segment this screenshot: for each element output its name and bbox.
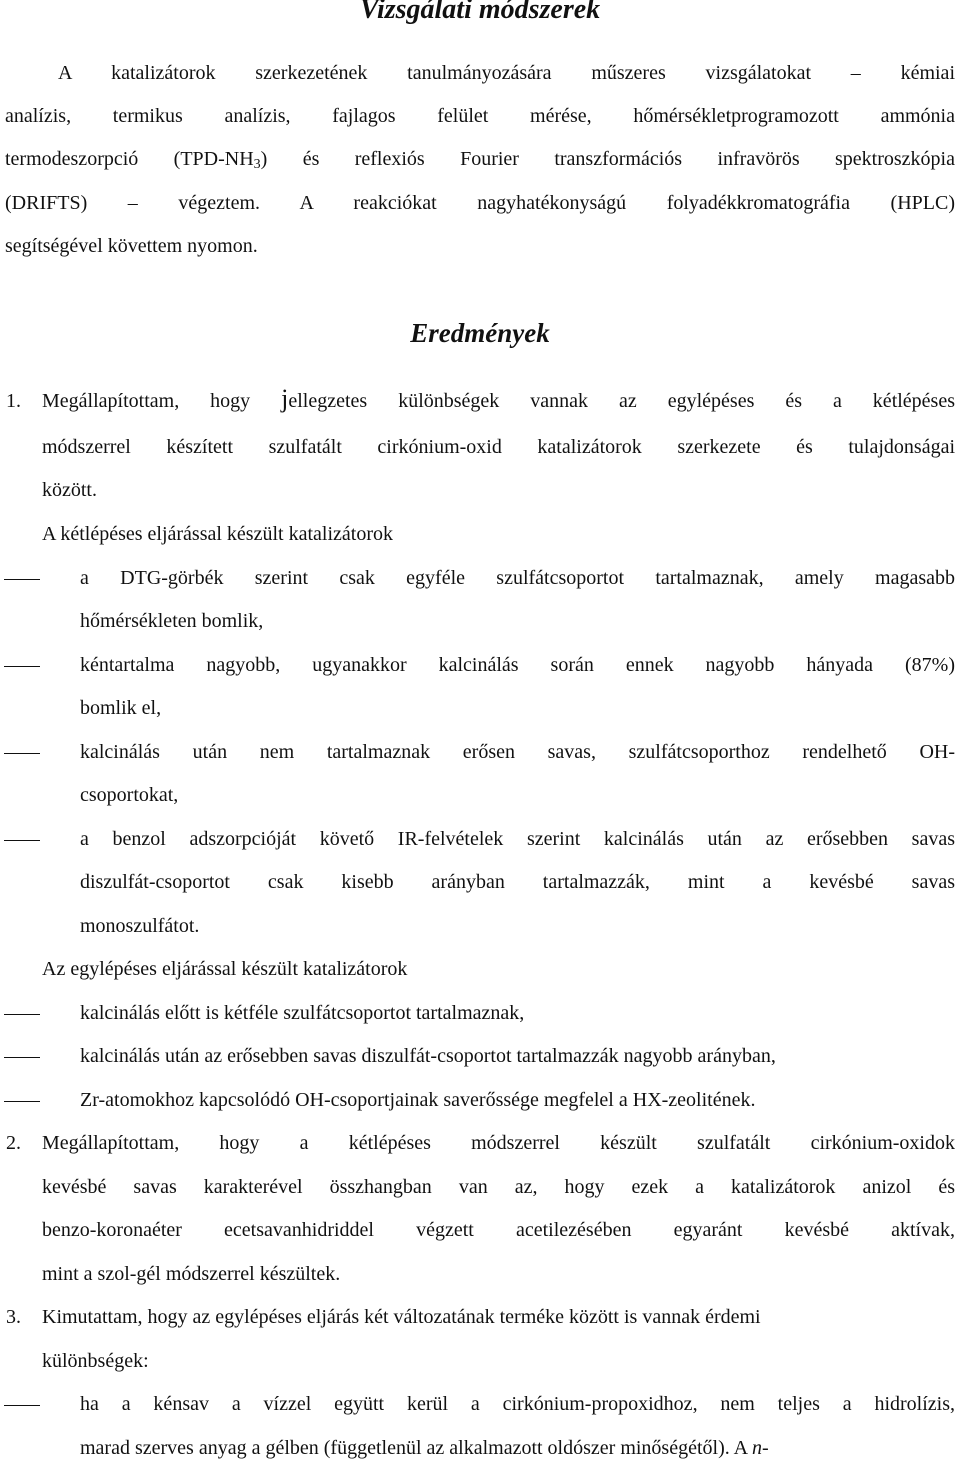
result-1-line-2: módszerrel készített szulfatált cirkónium-oxid katalizátorok szerkezete és tulajdonságai [42,436,955,458]
intro-line-4: (DRIFTS) – végeztem. A reakciókat nagyhatékonyságú folyadékkromatográfia (HPLC) [5,192,955,214]
dash-bullet [4,1101,40,1102]
result-3-line-1: Kimutattam, hogy az egylépéses eljárás két változatának terméke között is vannak érdemi [42,1306,761,1328]
dash-bullet [4,666,40,667]
dash-bullet [4,1057,40,1058]
intro-line-1: A katalizátorok szerkezetének tanulmányozására műszeres vizsgálatokat – kémiai [58,62,955,84]
two-step-item-3-line-2: csoportokat, [80,784,179,806]
result-3-item-line-1: ha a kénsav a vízzel együtt kerül a cirkónium-propoxidhoz, nem teljes a hidrolízis, [80,1393,955,1415]
section-title-results: Eredmények [410,318,550,348]
result-3-line-2: különbségek: [42,1350,149,1372]
result-2-line-2: kevésbé savas karakterével összhangban van az, hogy ezek a katalizátorok anizol és [42,1176,955,1198]
two-step-item-4-line-3: monoszulfátot. [80,915,200,937]
two-step-item-2-line-1: kéntartalma nagyobb, ugyanakkor kalcinálás során ennek nagyobb hányada (87%) [80,654,955,676]
section-title-methods: Vizsgálati módszerek [359,0,601,25]
intro-line-5: segítségével követtem nyomon. [5,235,258,257]
two-step-item-4-line-2: diszulfát-csoportot csak kisebb arányban tartalmazzák, mint a kevésbé savas [80,871,955,893]
two-step-item-1-line-1: a DTG-görbék szerint csak egyféle szulfátcsoportot tartalmaznak, amely magasabb [80,567,955,589]
two-step-item-4-line-1: a benzol adszorpcióját követő IR-felvételek szerint kalcinálás után az erősebben savas [80,828,955,850]
result-2-line-1: Megállapítottam, hogy a kétlépéses módszerrel készült szulfatált cirkónium-oxidok [42,1132,955,1154]
one-step-item-1: kalcinálás előtt is kétféle szulfátcsoportot tartalmaznak, [80,1002,525,1024]
result-1-line-3: között. [42,479,97,501]
result-1-line-1: Megállapítottam, hogy jellegzetes különbségek vannak az egylépéses és a kétlépéses [42,384,955,413]
result-1-number: 1. [6,390,21,412]
intro-line-3: termodeszorpció $(TPD-NH_3)$ és reflexiós Fourier transzformációs infravörös spektroszkópia [5,148,955,172]
dash-bullet [4,1014,40,1015]
one-step-item-3: Zr-atomokhoz kapcsolódó OH-csoportjainak saverőssége megfelel a HX-zeolitének. [80,1089,756,1111]
one-step-heading: Az egylépéses eljárással készült katalizátorok [42,958,408,980]
two-step-item-3-line-1: kalcinálás után nem tartalmaznak erősen savas, szulfátcsoporthoz rendelhető OH- [80,741,955,763]
two-step-heading: A kétlépéses eljárással készült katalizátorok [42,523,393,545]
intro-line-2: analízis, termikus analízis, fajlagos felület mérése, hőmérsékletprogramozott ammónia [5,105,955,127]
result-3-number: 3. [6,1306,21,1328]
result-3-item-line-2: marad szerves anyag a gélben (függetlenül az alkalmazott oldószer minőségétől). A n- [80,1437,769,1459]
result-2-line-4: mint a szol-gél módszerrel készültek. [42,1263,341,1285]
two-step-item-1-line-2: hőmérsékleten bomlik, [80,610,264,632]
result-2-line-3: benzo-koronaéter ecetsavanhidriddel végzett acetilezésében egyaránt kevésbé aktívak, [42,1219,955,1241]
dash-bullet [4,579,40,580]
result-2-number: 2. [6,1132,21,1154]
one-step-item-2: kalcinálás után az erősebben savas diszulfát-csoportot tartalmazzák nagyobb arányban, [80,1045,776,1067]
dash-bullet [4,753,40,754]
dash-bullet [4,840,40,841]
dash-bullet [4,1405,40,1406]
two-step-item-2-line-2: bomlik el, [80,697,162,719]
